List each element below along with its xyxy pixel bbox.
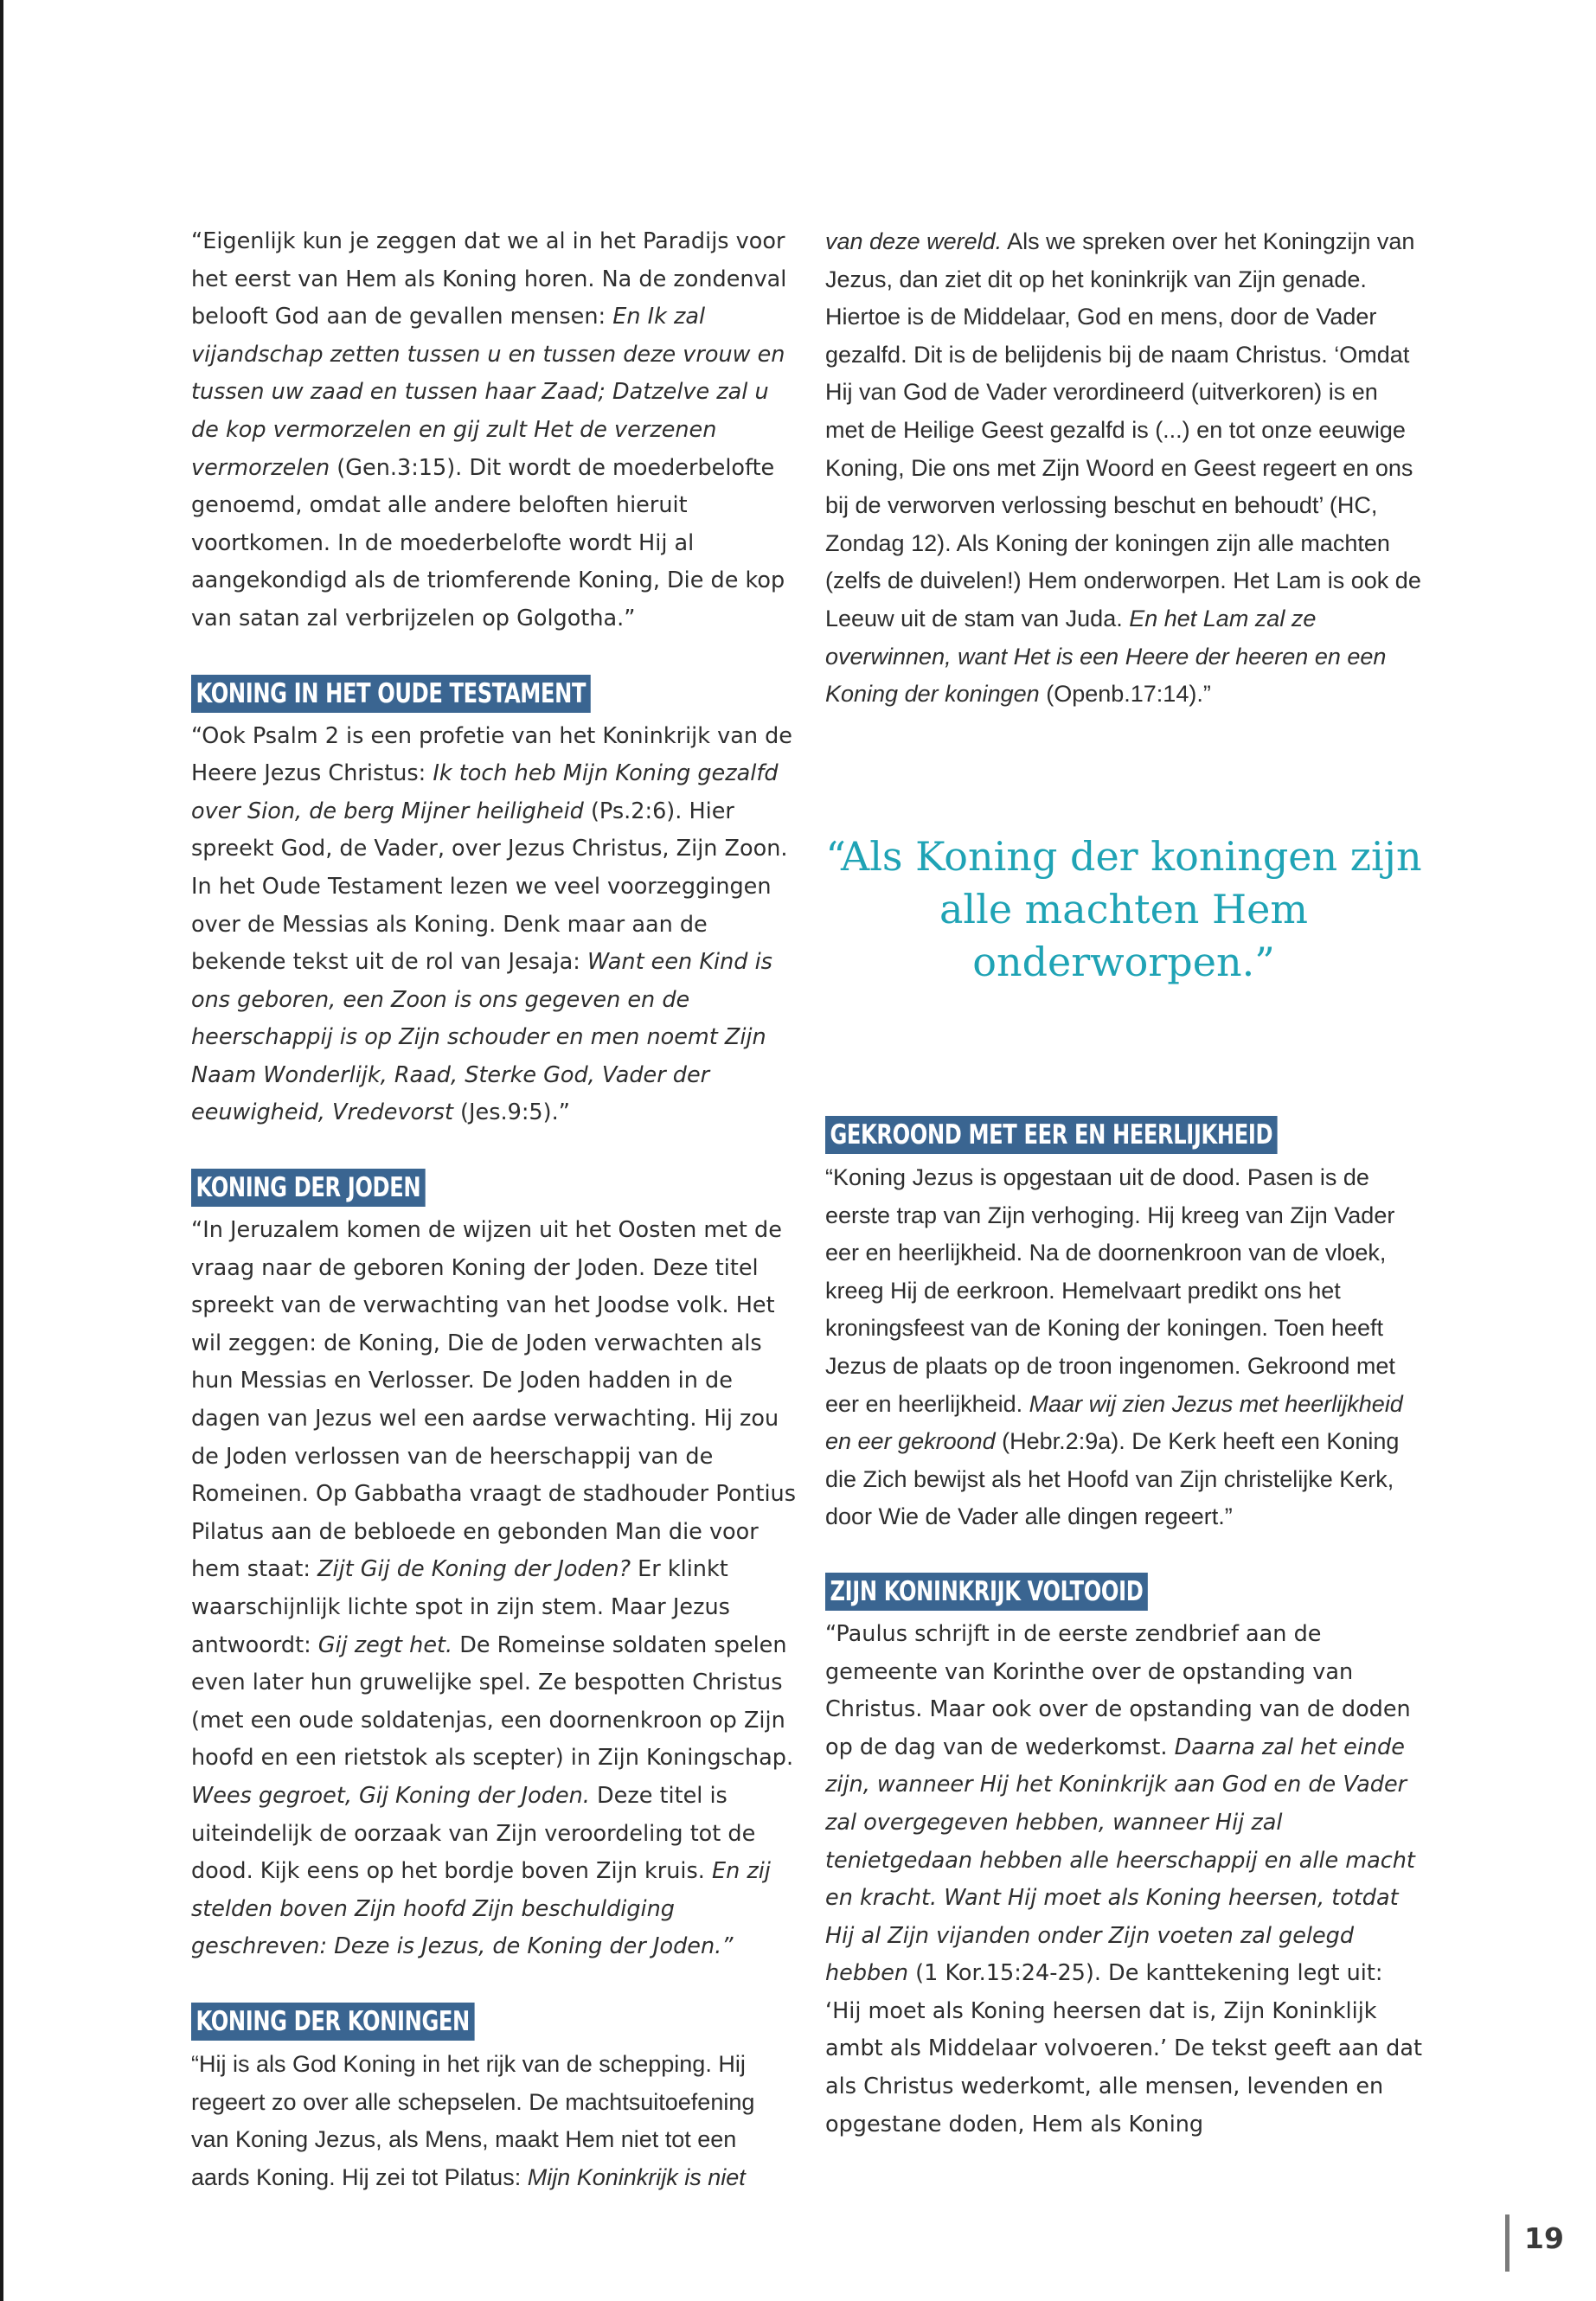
- right-column: [825, 223, 1422, 714]
- scripture-quote: Daarna zal het einde zijn, wanneer Hij het Koninkrijk aan God en de Vader zal overgegeven hebben, wanneer Hij zal tenietgedaan hebben alle heerschappij en alle macht en kracht. Want Hij moet als Koning heersen, totdat Hij al Zijn vijanden onder Zijn voeten zal gelegd hebben: [825, 1734, 1415, 1987]
- scripture-quote: En zij stelden boven Zijn hoofd Zijn beschuldiging geschreven: Deze is Jezus, de Koning der Joden.”: [191, 1858, 771, 1960]
- text-run: De Romeinse soldaten spelen even later hun gruwelijke spel. Ze bespotten Christus (met een oude soldatenjas, een doornenkroon op Zijn hoofd en een rietstok als scepter) in Zijn Koningschap.: [191, 1631, 794, 1772]
- scripture-quote: Maar wij zien Jezus met heerlijkheid en eer gekroond: [825, 1390, 1403, 1455]
- right-column-lower: [825, 1116, 1422, 2144]
- page-number: 19: [1524, 2221, 1564, 2255]
- heading-koning-der-koningen: KONING DER KONINGEN: [191, 2003, 474, 2041]
- paragraph-koninkrijk-voltooid: [825, 1616, 1422, 2144]
- intro-paragraph: [191, 223, 797, 638]
- scripture-quote: Wees gegroet, Gij Koning der Joden.: [191, 1782, 590, 1809]
- text-run: Deze titel is uiteindelijk de oorzaak van Zijn veroordeling tot de dood. Kijk eens op het bordje boven Zijn kruis.: [191, 1782, 756, 1885]
- text-run: “In Jeruzalem komen de wijzen uit het Oosten met de vraag naar de geboren Koning der Joden. Deze titel spreekt van de verwachting van het Joodse volk. Het wil zeggen: de Koning, Die de Joden verwachten als hun Messias en Verlosser. De Joden hadden in de dagen van Jezus wel een aardse verwachting. Hij zou de Joden verlossen van de heerschappij van de Romeinen. Op Gabbatha vraagt de stadhouder Pontius Pilatus aan de bebloede en gebonden Man die voor hem staat:: [191, 1217, 796, 1583]
- heading-koninkrijk-voltooid: ZIJN KONINKRIJK VOLTOOID: [825, 1573, 1148, 1611]
- text-run: (Ps.2:6). Hier spreekt God, de Vader, over Jezus Christus, Zijn Zoon. In het Oude Testament lezen we veel voorzeggingen over de Messias als Koning. Denk maar aan de bekende tekst uit de rol van Jesaja:: [191, 798, 788, 976]
- page-number-divider: [1505, 2214, 1509, 2272]
- paragraph-koning-der-koningen: [191, 2046, 797, 2196]
- heading-koning-der-joden: KONING DER JODEN: [191, 1169, 426, 1207]
- text-run: Er klinkt waarschijnlijk lichte spot in zijn stem. Maar Jezus antwoordt:: [191, 1556, 730, 1658]
- text-run: Als we spreken over het Koningzijn van Jezus, dan ziet dit op het koninkrijk van Zijn genade. Hiertoe is de Middelaar, God en mens, door de Vader gezalfd. Dit is de belijdenis bij de naam Christus. ‘Omdat Hij van God de Vader verordineerd (uitverkoren) is en met de Heilige Geest gezalfd is (...) en tot onze eeuwige Koning, Die ons met Zijn Woord en Geest regeert en ons bij de verworven verlossing beschut en behoudt’ (HC, Zondag 12). Als Koning der koningen zijn alle machten (zelfs de duivelen!) Hem onderworpen. Het Lam is ook de Leeuw uit de stam van Juda.: [825, 228, 1421, 631]
- paragraph-continuation: [825, 223, 1422, 714]
- left-edge-bar: [0, 0, 3, 2301]
- paragraph-koning-der-joden: [191, 1212, 797, 1966]
- scripture-quote: Ik toch heb Mijn Koning gezalfd over Sion, de berg Mijner heiligheid: [191, 760, 779, 824]
- scripture-quote: Gij zegt het.: [317, 1631, 453, 1658]
- scripture-quote: En het Lam zal ze overwinnen, want Het is een Heere der heeren en een Koning der koningen: [825, 605, 1387, 708]
- heading-koning-oude-testament: KONING IN HET OUDE TESTAMENT: [191, 675, 591, 713]
- text-run: “Paulus schrijft in de eerste zendbrief aan de gemeente van Korinthe over de opstanding van Christus. Maar ook over de opstanding van de doden op de dag van de wederkomst.: [825, 1620, 1411, 1760]
- pull-quote: “Als Koning der koningen zijn alle machten Hem onderworpen.”: [825, 833, 1422, 985]
- text-run: (Jes.9:5).”: [452, 1099, 570, 1126]
- scripture-quote: Mijn Koninkrijk is niet: [527, 2163, 746, 2190]
- heading-gekroond: GEKROOND MET EER EN HEERLIJKHEID: [825, 1116, 1278, 1154]
- scripture-quote: Want een Kind is ons geboren, een Zoon is ons gegeven en de heerschappij is op Zijn schouder en men noemt Zijn Naam Wonderlijk, Raad, Sterke God, Vader der eeuwigheid, Vredevorst: [191, 949, 772, 1126]
- scripture-quote: En Ik zal vijandschap zetten tussen u en tussen deze vrouw en tussen uw zaad en tussen haar Zaad; Datzelve zal u de kop vermorzelen en gij zult Het de verzenen vermorzelen: [191, 304, 785, 481]
- text-run: “Eigenlijk kun je zeggen dat we al in het Paradijs voor het eerst van Hem als Koning horen. Na de zondenval belooft God aan de gevallen mensen:: [191, 228, 787, 330]
- left-column: [191, 223, 797, 2196]
- scripture-quote: van deze wereld.: [825, 228, 1003, 254]
- paragraph-oude-testament: [191, 718, 797, 1133]
- text-run: (1 Kor.15:24-25). De kanttekening legt uit: ‘Hij moet als Koning heersen dat is, Zijn Koninklijk ambt als Middelaar volvoeren.’ De tekst geeft aan dat als Christus wederkomt, alle mensen, levenden en opgestane doden, Hem als Koning: [825, 1960, 1422, 2138]
- text-run: “Hij is als God Koning in het rijk van de schepping. Hij regeert zo over alle schepselen. De machtsuitoefening van Koning Jezus, als Mens, maakt Hem niet tot een aards Koning. Hij zei tot Pilatus:: [191, 2050, 755, 2190]
- text-run: “Koning Jezus is opgestaan uit de dood. Pasen is de eerste trap van Zijn verhoging. Hij kreeg van Zijn Vader eer en heerlijkheid. Na de doornenkroon van de vloek, kreeg Hij de eerkroon. Hemelvaart predikt ons het kroningsfeest van de Koning der koningen. Toen heeft Jezus de plaats op de troon ingenomen. Gekroond met eer en heerlijkheid.: [825, 1164, 1395, 1417]
- paragraph-gekroond: [825, 1159, 1422, 1536]
- text-run: (Hebr.2:9a). De Kerk heeft een Koning die Zich bewijst als het Hoofd van Zijn christelijke Kerk, door Wie de Vader alle dingen regeert.”: [825, 1428, 1400, 1530]
- text-run: (Openb.17:14).”: [1039, 681, 1211, 708]
- text-run: “Ook Psalm 2 is een profetie van het Koninkrijk van de Heere Jezus Christus:: [191, 722, 792, 787]
- scripture-quote: Zijt Gij de Koning der Joden?: [317, 1556, 631, 1583]
- text-run: (Gen.3:15). Dit wordt de moederbelofte genoemd, omdat alle andere beloften hieruit voortkomen. In de moederbelofte wordt Hij al aangekondigd als de triomferende Koning, Die de kop van satan zal verbrijzelen op Golgotha.”: [191, 454, 785, 631]
